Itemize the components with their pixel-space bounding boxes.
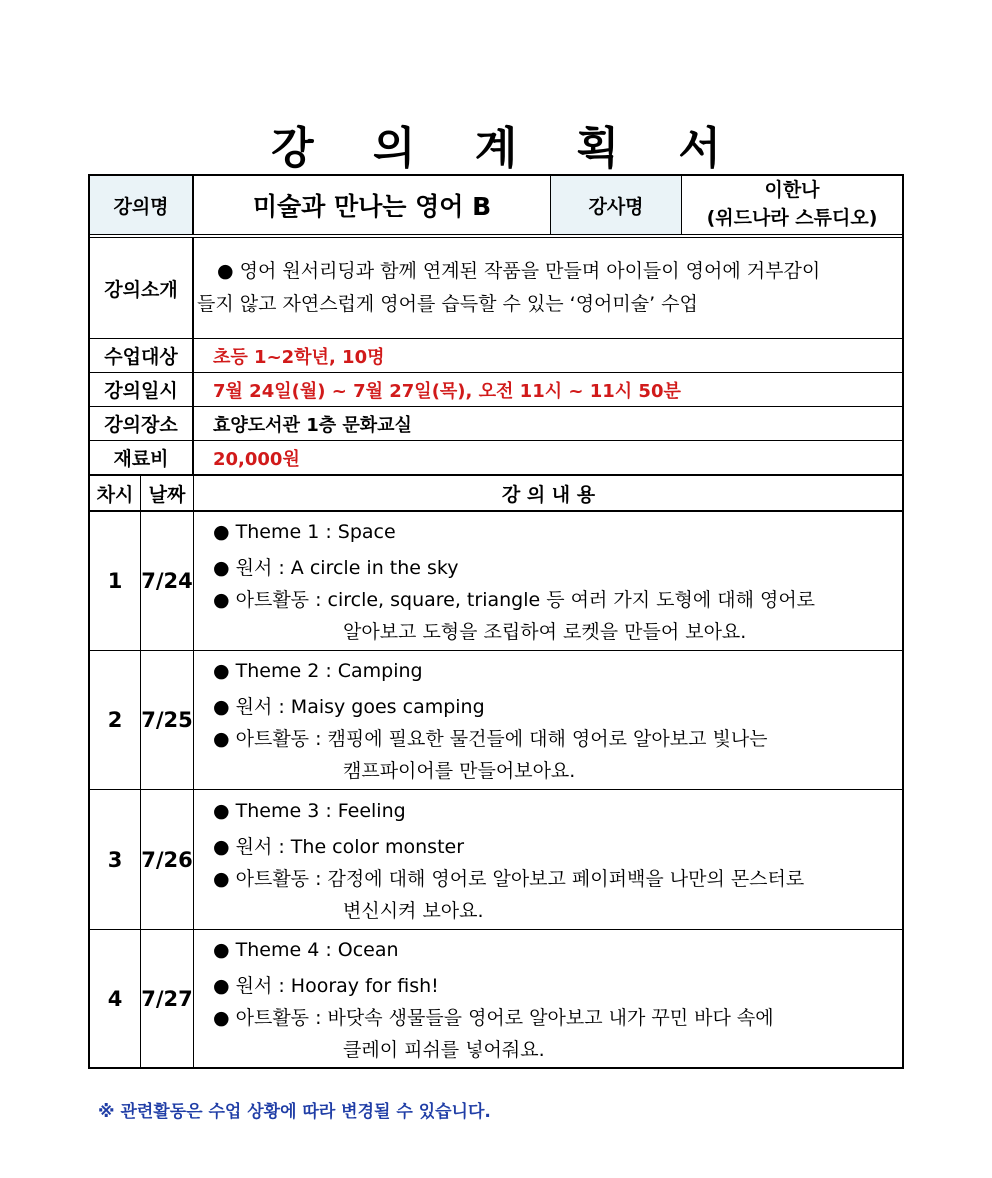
session-theme: ● Theme 3 : Feeling [213, 800, 406, 822]
fee-label: 재료비 [113, 448, 169, 470]
session-date: 7/25 [141, 708, 193, 732]
session-date: 7/24 [141, 569, 193, 593]
session-art: ● 아트활동 : circle, square, triangle 등 여러 가지 도형에 대해 영어로 [213, 589, 816, 611]
instructor-org: (위드나라 스튜디오) [706, 207, 878, 229]
session-art-cont: 클레이 피쉬를 넣어줘요. [343, 1039, 545, 1061]
target-label: 수업대상 [104, 346, 178, 368]
content-header: 강 의 내 용 [501, 483, 596, 506]
session-header: 차시 [96, 483, 134, 506]
target-value: 초등 1~2학년, 10명 [213, 346, 385, 368]
session-date: 7/26 [141, 848, 193, 872]
schedule-value: 7월 24일(월) ~ 7월 27일(목), 오전 11시 ~ 11시 50분 [213, 380, 681, 402]
session-art-cont: 알아보고 도형을 조립하여 로켓을 만들어 보아요. [343, 621, 747, 643]
instructor-name: 이한나 [764, 179, 820, 201]
instructor-info [682, 172, 902, 236]
session-art: ● 아트활동 : 감정에 대해 영어로 알아보고 페이퍼백을 나만의 몬스터로 [213, 868, 805, 890]
session-theme: ● Theme 2 : Camping [213, 660, 423, 682]
session-art: ● 아트활동 : 바닷속 생물들을 영어로 알아보고 내가 꾸민 바다 속에 [213, 1007, 774, 1029]
intro-line-1: ● 영어 원서리딩과 함께 연계된 작품을 만들며 아이들이 영어에 거부감이 [217, 260, 821, 282]
location-value: 효양도서관 1층 문화교실 [213, 414, 412, 436]
session-theme: ● Theme 1 : Space [213, 521, 396, 543]
session-art: ● 아트활동 : 캠핑에 필요한 물건들에 대해 영어로 알아보고 빛나는 [213, 728, 768, 750]
session-book: ● 원서 : A circle in the sky [213, 557, 459, 579]
session-number: 2 [107, 708, 123, 732]
session-theme: ● Theme 4 : Ocean [213, 939, 399, 961]
session-number: 3 [107, 848, 123, 872]
session-number: 1 [107, 569, 123, 593]
session-number: 4 [107, 987, 123, 1011]
date-header: 날짜 [148, 483, 186, 506]
session-book: ● 원서 : Maisy goes camping [213, 696, 485, 718]
course-name: 미술과 만나는 영어 B [252, 192, 492, 221]
session-art-cont: 변신시켜 보아요. [343, 900, 484, 922]
intro-line-2: 들지 않고 자연스럽게 영어를 습득할 수 있는 ‘영어미술’ 수업 [197, 293, 698, 315]
fee-value: 20,000원 [213, 448, 300, 470]
course-label: 강의명 [113, 195, 169, 218]
intro-text [197, 255, 903, 321]
intro-label: 강의소개 [104, 278, 178, 301]
session-date: 7/27 [141, 987, 193, 1011]
instructor-label: 강사명 [588, 195, 644, 218]
schedule-label: 강의일시 [104, 380, 178, 402]
page-title: 강 의 계 획 서 [271, 123, 743, 174]
session-art-cont: 캠프파이어를 만들어보아요. [343, 760, 576, 782]
session-book: ● 원서 : The color monster [213, 836, 465, 858]
session-book: ● 원서 : Hooray for fish! [213, 975, 439, 997]
footnote: ※ 관련활동은 수업 상황에 따라 변경될 수 있습니다. [98, 1102, 491, 1122]
location-label: 강의장소 [104, 414, 178, 436]
